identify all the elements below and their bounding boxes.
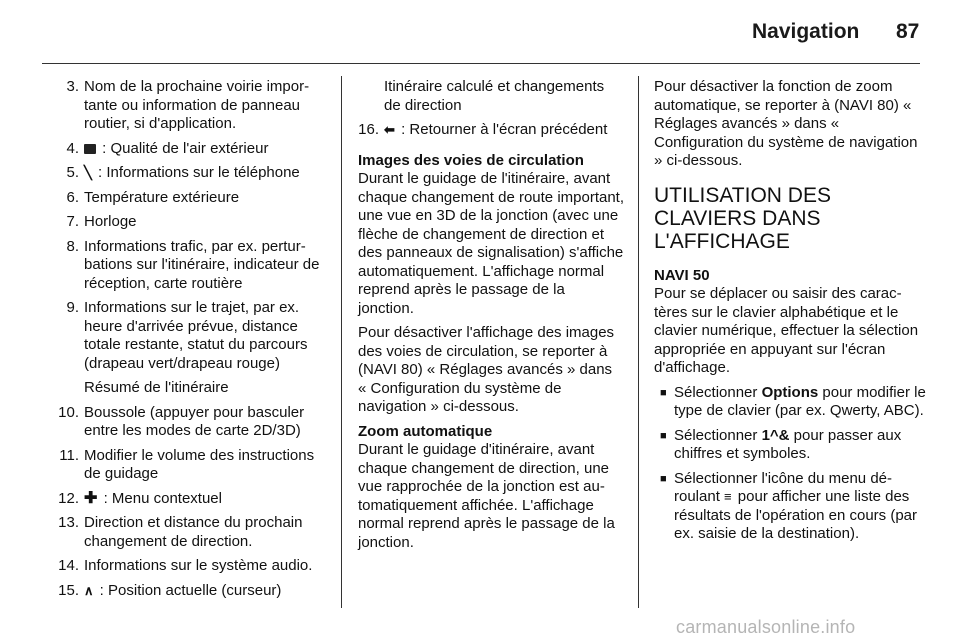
list-item (44, 404, 326, 441)
list-text: Direction et distance du prochain changement de direction. (84, 514, 303, 550)
list-text: : Qualité de l'air extérieur (98, 139, 269, 157)
list-text: Horloge (84, 213, 137, 230)
column-1 (44, 78, 326, 606)
list-text: Température extérieure (84, 188, 240, 206)
dropdown-list-icon: ≡ (724, 489, 732, 504)
list-number: 13. (58, 514, 79, 531)
square-bullet-icon: ■ (660, 386, 667, 399)
section-heading-keyboards: UTILISATION DES CLAVIERS DANS L'AFFICHAGE (654, 183, 831, 253)
symbols-label: 1^& (761, 426, 790, 444)
square-bullet-icon: ■ (660, 429, 667, 442)
list-number: 12. (58, 489, 79, 507)
list-text: : Position actuelle (curseur) (95, 581, 282, 599)
list-number: 9. (66, 299, 79, 316)
phone-icon: ╲ (84, 165, 92, 180)
list-text: Informations sur le système audio. (84, 557, 313, 574)
watermark: carmanualsonline.info (676, 617, 856, 637)
bullet-text: pour modifier le type de clavier (par ex. Qwerty, ABC). (674, 383, 926, 419)
back-arrow-icon: ⬅ (384, 122, 395, 137)
list-text: Nom de la prochaine voirie importante ou information de panneau routier, si d'application. (84, 78, 310, 132)
paragraph: Durant le guidage d'itinéraire, avant chaque changement de direction, une vue rapprochée de la jonction est automatiquement affichée. L'affichage normal reprend après le passage de la jonction. (358, 441, 615, 551)
list-text: : Informations sur le téléphone (93, 164, 300, 181)
bullet-text: pour afficher une liste des résultats de l'opération en cours (par ex. saisie de la destination). (674, 488, 917, 542)
section-heading-auto-zoom: Zoom automatique (358, 422, 493, 440)
list-number: 8. (66, 237, 79, 255)
list-number: 7. (66, 213, 79, 230)
paragraph: Pour se déplacer ou saisir des caractères sur le clavier alphabétique et le clavier numérique, effectuer la sélection appropriée en appuyant sur l'écran d'affichage. (654, 285, 919, 376)
list-item (44, 213, 326, 232)
bullet-text: Sélectionner (674, 426, 762, 444)
column-divider-2 (638, 76, 639, 608)
subsection-heading-navi50: NAVI 50 (654, 266, 710, 284)
page-number: 87 (896, 20, 920, 43)
list-number: 6. (66, 188, 79, 206)
list-number: 16. (358, 121, 379, 138)
list-item (44, 582, 326, 601)
list-text: : Retourner à l'écran précédent (396, 121, 608, 138)
list-item (44, 299, 326, 373)
list-text: Modifier le volume des instructions de guidage (84, 446, 315, 482)
cursor-arrow-icon: ∧ (84, 582, 94, 598)
bullet-item (654, 427, 926, 464)
list-number: 5. (66, 164, 79, 181)
bullet-text: Sélectionner l'icône du menu déroulant (674, 469, 893, 505)
options-label: Options (761, 383, 819, 401)
list-item (44, 78, 326, 134)
list-item (44, 490, 326, 509)
list-item (44, 514, 326, 551)
bullet-text: Sélectionner (674, 383, 762, 401)
list-number: 10. (58, 403, 79, 421)
list-item (44, 557, 326, 576)
plus-icon: ✚ (84, 489, 98, 507)
list-number: 3. (66, 78, 79, 95)
list-item (358, 121, 624, 140)
list-item (44, 140, 326, 159)
list-text: Boussole (appuyer pour basculer entre les modes de carte 2D/3D) (84, 403, 305, 439)
bullet-text: pour passer aux chiffres et symboles. (674, 426, 902, 462)
page-section-title: Navigation (752, 20, 860, 43)
list-text: : Menu contextuel (99, 489, 222, 507)
header-divider (42, 63, 920, 64)
column-2 (358, 78, 624, 558)
paragraph: Durant le guidage de l'itinéraire, avant chaque changement de route important, une vue en 3D de la jonction (avec une flèche de changement de direction et des panneaux de signalisation) s'affiche automatiquement. L'affichage normal reprend après le passage de la jonction. (358, 170, 625, 317)
air-quality-icon (84, 144, 96, 154)
column-3 (654, 78, 926, 550)
bullet-item (654, 384, 926, 421)
list-subtext: Itinéraire calculé et changements de direction (384, 78, 605, 114)
list-text: Informations trafic, par ex. perturbations sur l'itinéraire, indicateur de réception, carte routière (84, 237, 320, 292)
list-item (44, 189, 326, 208)
square-bullet-icon: ■ (660, 472, 667, 485)
bullet-item (654, 470, 926, 544)
list-item (44, 447, 326, 484)
list-number: 15. (58, 581, 79, 599)
column-divider-1 (341, 76, 342, 608)
list-number: 11. (59, 446, 79, 464)
list-item (44, 164, 326, 183)
paragraph: Pour désactiver la fonction de zoom automatique, se reporter à (NAVI 80) « Réglages avancés » dans « Configuration du système de navigation » ci-dessous. (654, 78, 918, 169)
paragraph: Pour désactiver l'affichage des images des voies de circulation, se reporter à (NAVI 80) « Réglages avancés » dans « Configuration du système de navigation » ci-dessous. (358, 324, 615, 415)
list-text: Informations sur le trajet, par ex. heure d'arrivée prévue, distance totale restante, statut du parcours (drapeau vert/drapeau rouge) (84, 299, 308, 372)
list-number: 14. (58, 557, 79, 574)
list-item (44, 238, 326, 294)
list-subtext: Résumé de l'itinéraire (84, 379, 229, 396)
list-number: 4. (66, 139, 79, 157)
section-heading-lane-images: Images des voies de circulation (358, 151, 584, 169)
